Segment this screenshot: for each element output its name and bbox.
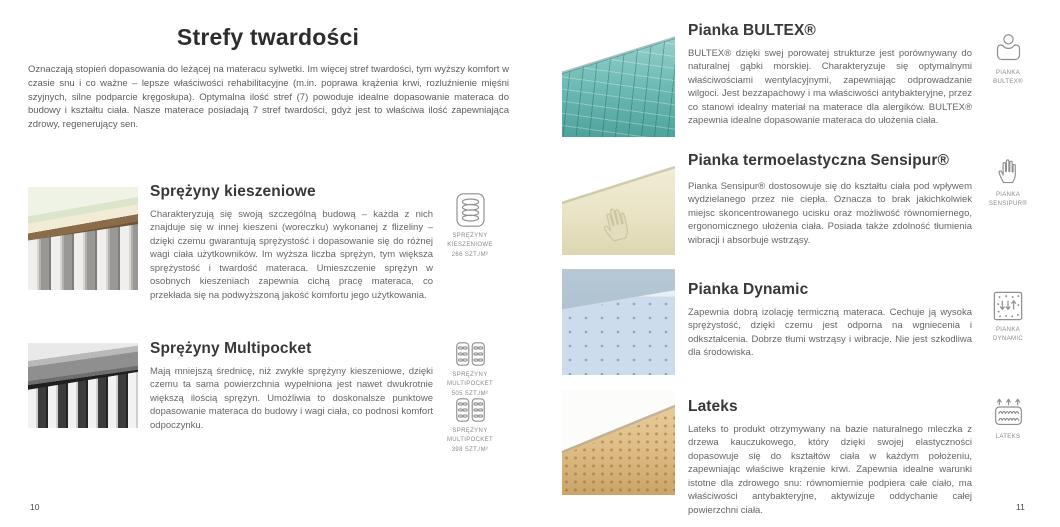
page-number-left: 10 bbox=[30, 502, 40, 512]
page-title: Strefy twardości bbox=[176, 24, 360, 50]
sensipur-foam-photo bbox=[562, 150, 675, 255]
multipocket-badge-label-398: SPRĘŻYNY MULTIPOCKET 398 SZT./M² bbox=[446, 428, 494, 453]
section-body-dynamic: Zapewnia dobrą izolację termiczną materaca. Cechuje ją wysoka sprężystość, dzięki czemu jest odporna na wgniecenia i odkształcenia. Dobrze tłumi wstrząsy i wibracje. Nie jest szkodliwa dla środowiska. bbox=[688, 307, 972, 359]
section-heading-latex: Lateks bbox=[688, 398, 738, 415]
section-body-latex: Lateks to produkt otrzymywany na bazie naturalnego mleczka z drzewa kauczukowego, który dzięki swojej elastyczności dopasowuje się do kształtów ciała w każdym położeniu, zapewniając właściwe krążenie krwi. Zapewnia idealne warunki istotne dla zdrowego snu: równomiernie podpiera całe ciało, ma właściwości antybakteryjne, aktywizuje oddychanie całej powierzchni ciała. bbox=[688, 424, 972, 516]
latex-badge bbox=[981, 396, 1035, 442]
section-heading-sensipur: Pianka termoelastyczna Sensipur® bbox=[688, 152, 950, 169]
pocket-spring-icon bbox=[455, 192, 486, 228]
latex-badge-label: LATEKS bbox=[995, 434, 1021, 440]
foam-speckles-graphic bbox=[562, 269, 675, 375]
section-heading-bultex: Pianka BULTEX® bbox=[688, 22, 816, 39]
multipocket-badge-398 bbox=[443, 397, 497, 455]
dynamic-badge-label: PIANKA DYNAMIC bbox=[992, 327, 1024, 343]
bultex-badge bbox=[981, 32, 1035, 88]
latex-layer-icon bbox=[992, 396, 1025, 429]
multipocket-springs-photo bbox=[28, 343, 138, 428]
dynamic-foam-photo bbox=[562, 269, 675, 375]
page-number-right: 11 bbox=[1016, 502, 1025, 512]
multipocket-spring-icon bbox=[455, 397, 486, 423]
pocket-springs-badge-label: SPRĘŻYNY KIESZENIOWE 266 SZT./M² bbox=[447, 233, 493, 258]
bultex-foam-photo bbox=[562, 27, 675, 137]
pocket-springs-photo bbox=[28, 187, 138, 290]
pocket-springs-badge bbox=[443, 192, 497, 260]
multipocket-badge-505 bbox=[443, 341, 497, 399]
section-heading-pocket-springs: Sprężyny kieszeniowe bbox=[150, 183, 316, 200]
latex-foam-photo bbox=[562, 390, 675, 495]
multipocket-badge-label-505: SPRĘŻYNY MULTIPOCKET 505 SZT./M² bbox=[446, 372, 494, 397]
dynamic-badge bbox=[981, 290, 1035, 345]
foam-particles-icon bbox=[992, 290, 1024, 322]
bultex-badge-label: PIANKA BULTEX® bbox=[993, 70, 1023, 86]
section-body-pocket-springs: Charakteryzują się swoją szczególną budową – każda z nich znajduje się w innej kieszeni (woreczku) wykonanej z flizeliny – dzięki czemu gwarantują sprężystość i dopasowanie się do różnej wagi ciała użytkowników. Im wyższa liczba sprężyn, tym większa sprężystość i twardość materaca. Umieszczenie sprężyn w osobnych kieszeniach zapewnia cichą pracę materaca, co przekłada się na podwyższoną jakość komfortu jego użytkowania. bbox=[150, 209, 433, 301]
section-body-sensipur: Pianka Sensipur® dostosowuje się do kształtu ciała pod wpływem wydzielanego przez nie ciepła. Oznacza to brak jakichkolwiek miejsc skoncentrowanego ucisku oraz możliwość równomiernego, ergonomicznego ułożenia ciała. Posiada także zdolność tłumienia wibracji i absorbuje wstrząsy. bbox=[688, 181, 972, 246]
sponge-icon bbox=[992, 32, 1025, 65]
section-heading-multipocket: Sprężyny Multipocket bbox=[150, 340, 312, 357]
sensipur-badge bbox=[981, 155, 1035, 210]
section-body-multipocket: Mają mniejszą średnicę, niż zwykłe sprężyny kieszeniowe, dzięki czemu ta sama powierzchnia wypełniona jest nawet dwukrotnie większą ilością sprężyn. Umożliwia to doskonalsze punktowe dopasowanie materaca do budowy i wagi ciała, co podnosi komfort odpoczynku. bbox=[150, 366, 433, 431]
multipocket-spring-icon bbox=[455, 341, 486, 367]
intro-paragraph: Oznaczają stopień dopasowania do leżącej na materacu sylwetki. Im więcej stref twardości, tym wyższy komfort w czasie snu i co ważne – lepsze właściwości rehabilitacyjne (m.in. poprawa krążenia krwi, rozluźnienie mięśni szyjnych, silne podparcie kręgosłupa). Optymalna ilość stref (7) powoduje idealne dopasowanie materaca do budowy i kształtu ciała. Nasze materace posiadają 7 stref twardości, gdyż jest to właściwa ilość zapewniająca zdrowy, regenerujący sen. bbox=[28, 64, 509, 131]
section-body-bultex: BULTEX® dzięki swej porowatej strukturze jest porównywany do naturalnej gąbki morskiej. Charakteryzuje się optymalnymi właściwościami wentylacyjnymi, zapewniając odprowadzanie wilgoci. Jest bezzapachowy i ma właściwości antybakteryjne, przez co stanowi idealny materiał na materace dla alergików. BULTEX® zapewnia idealne dopasowanie materaca do ułożenia ciała. bbox=[688, 48, 972, 127]
section-heading-dynamic: Pianka Dynamic bbox=[688, 281, 809, 298]
sensipur-badge-label: PIANKA SENSIPUR® bbox=[988, 192, 1028, 208]
hand-icon bbox=[992, 155, 1024, 187]
